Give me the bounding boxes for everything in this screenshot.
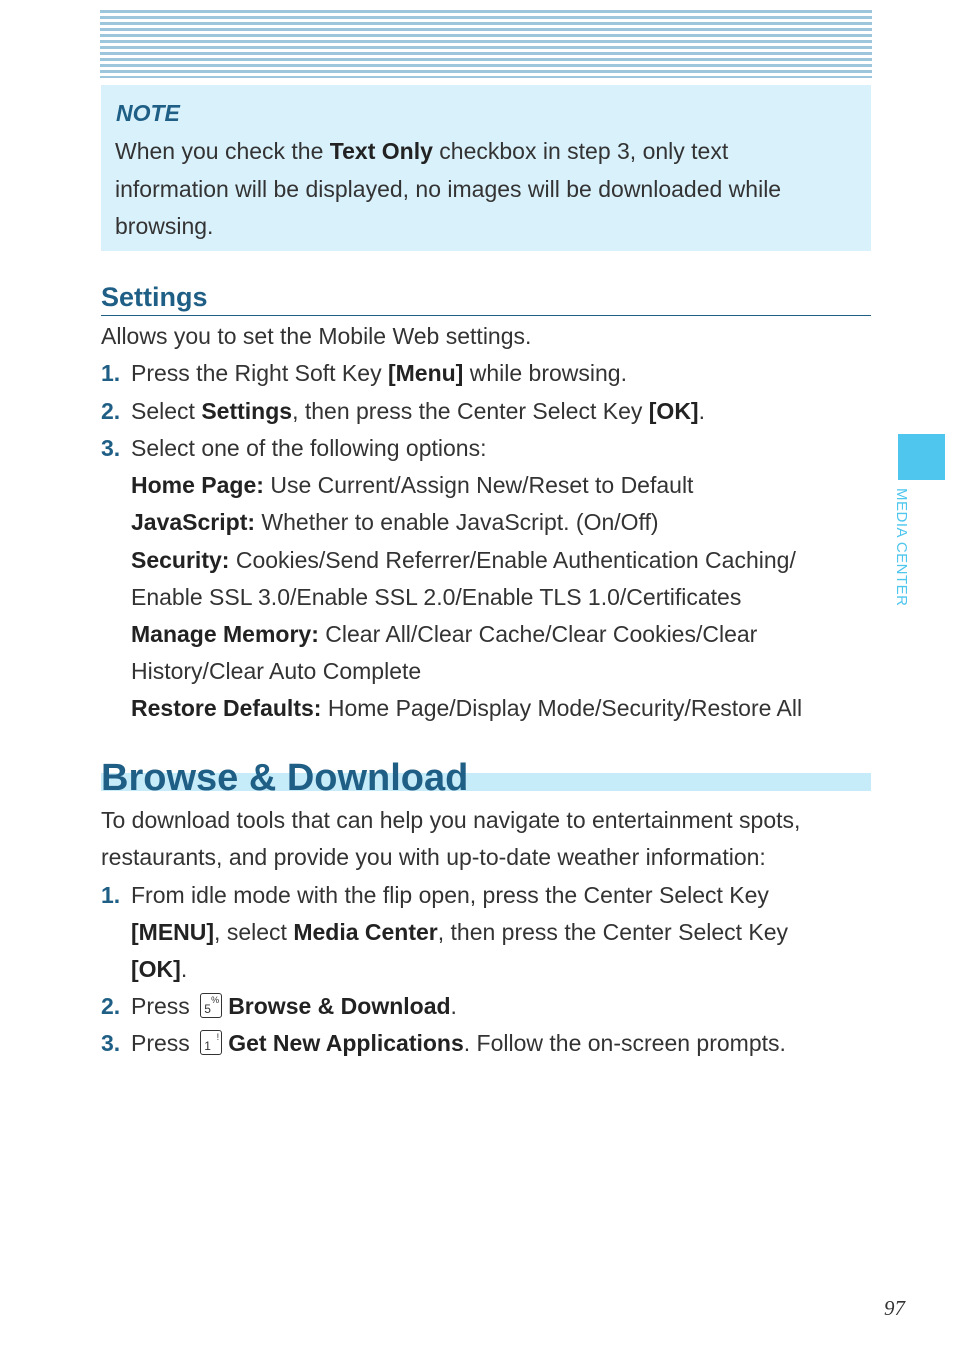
header-stripes [100,10,872,78]
key-digit: 1 [204,1039,211,1053]
step-text: . Follow the on-screen prompts. [463,1030,786,1056]
settings-step-3: Select one of the following options: [131,435,487,461]
option-text: Clear All/Clear Cache/Clear Cookies/Clear [318,621,758,647]
step-text: Press [131,1030,197,1056]
step-text: , then press the Center Select Key [437,919,789,945]
settings-step-2 [131,395,705,427]
key-symbol: ! [216,1032,220,1042]
browse-step-2 [131,990,457,1022]
option-label: Manage Memory: [131,621,319,647]
step-text: , then press the Center Select Key [292,398,649,424]
note-box [101,85,871,251]
option-label: Security: [131,547,230,573]
note-text-part: When you check the [115,138,330,164]
option-label: JavaScript: [131,509,256,535]
step-bold: [MENU] [131,919,215,945]
settings-intro: Allows you to set the Mobile Web settings. [101,323,532,349]
option-security [131,544,796,576]
step-bold: Media Center [293,919,438,945]
key-symbol: % [211,995,220,1005]
option-home-page [131,469,693,501]
step-text: . [180,956,188,982]
browse-intro-2: restaurants, and provide you with up-to-date weather information: [101,844,766,870]
step-bold: Get New Applications [228,1030,464,1056]
option-label: Home Page: [131,472,264,498]
step-text: while browsing. [463,360,627,386]
browse-step-1-cont [131,916,788,948]
note-text-part: checkbox in step 3, only text [432,138,729,164]
note-title: NOTE [116,100,180,126]
step-text: . [450,993,457,1019]
option-text: Whether to enable JavaScript. (On/Off) [255,509,659,535]
option-manage-memory-cont: History/Clear Auto Complete [131,658,422,684]
sidebar-label-text: MEDIA CENTER [893,488,910,607]
step-number: 1. [101,360,121,386]
step-number: 1. [101,882,121,908]
browse-step-1: From idle mode with the flip open, press the Center Select Key [131,882,769,908]
settings-heading [101,279,871,316]
step-text: Select [131,398,202,424]
step-text: . [698,398,705,424]
step-text: Press [131,993,197,1019]
note-bold-text-only: Text Only [329,138,433,164]
step-bold: [OK] [648,398,699,424]
option-text: Home Page/Display Mode/Security/Restore All [321,695,803,721]
step-number: 3. [101,435,121,461]
option-javascript [131,506,659,538]
step-number: 3. [101,1030,121,1056]
step-bold: Settings [201,398,293,424]
settings-step-1 [131,357,627,389]
step-text: Press the Right Soft Key [131,360,388,386]
browse-step-1-end [131,953,187,985]
key-digit: 5 [204,1002,211,1016]
step-number: 2. [101,993,121,1019]
note-text-line: browsing. [115,213,214,239]
step-text: , select [214,919,294,945]
option-security-cont: Enable SSL 3.0/Enable SSL 2.0/Enable TLS 1.0/Certificates [131,584,742,610]
step-bold: Browse & Download [228,993,451,1019]
browse-intro-1: To download tools that can help you navigate to entertainment spots, [101,807,801,833]
option-manage-memory [131,618,757,650]
sidebar-label [880,480,940,640]
key-1-icon [200,1030,222,1055]
step-bold: [OK] [131,956,181,982]
browse-step-3 [131,1027,786,1059]
key-5-icon [200,993,222,1018]
option-restore-defaults [131,692,802,724]
browse-heading [101,756,871,800]
settings-heading-text: Settings [101,282,208,312]
page-number: 97 [884,1296,905,1320]
option-text: Use Current/Assign New/Reset to Default [263,472,694,498]
option-label: Restore Defaults: [131,695,322,721]
option-text: Cookies/Send Referrer/Enable Authentication Caching/ [229,547,796,573]
note-text [115,133,857,246]
step-number: 2. [101,398,121,424]
note-text-line: information will be displayed, no images will be downloaded while [115,175,782,202]
browse-heading-text: Browse & Download [101,757,469,799]
section-tab [898,434,945,480]
step-bold: [Menu] [387,360,464,386]
